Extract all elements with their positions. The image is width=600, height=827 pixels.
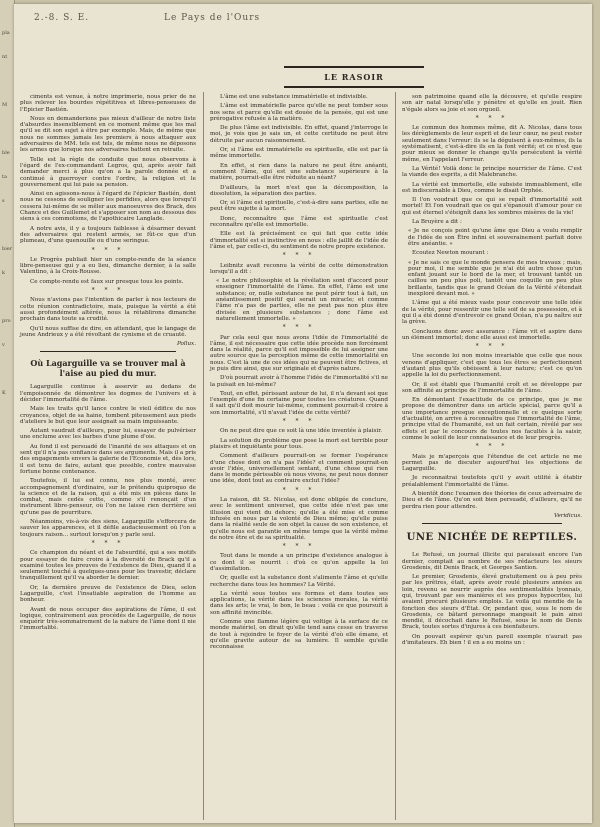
paragraph: Mais les traits qu'il lance contre le vieil édifice de nos croyances, objet de sa haine, tombent piteusement aux pieds d'ateliers le but que leur assignait sa main impuissante. (20, 406, 196, 425)
paragraph: L'âme est immatérielle parce qu'elle ne peut tomber sous nos sens et parce qu'elle est douée de la pensée, qui est une prérogative refusée à la matière. (210, 103, 388, 122)
paragraph: Tout dans le monde a un principe d'existence analogue à ce dont il se nourrit : d'où ce qu'on appelle la loi d'assimilation. (210, 553, 388, 572)
margin-fragment: K (2, 390, 6, 396)
paragraph: Concluons donc avec assurance : l'âme vit et aspire dans un élément immortel; donc elle aussi est immortelle. (402, 328, 582, 341)
horizontal-rule (422, 523, 562, 524)
paragraph: Comme une flamme légère qui voltige à la surface de ce monde matériel, on dirait qu'elle tend sans cesse en traverse de tout à rejoindre le foyer de la vérité d'où elle émane, et qu'elle gravite autour de sa lumière. Il semble qu'elle reconnaisse (210, 619, 388, 651)
paragraph: La vérité sous toutes ses formes et dans toutes ses applications, la vérité dans les sciences morales, la vérité dans les arts; le vrai, le bon, le beau : voilà ce que poursuit à son affinité invincible. (210, 590, 388, 616)
paragraph: ciments est venue, à notre imprimerie, nous prier de ne plus relever les bourdes répétitives et libres-penseuses de l'Epicier Bastién. (20, 94, 196, 113)
section-separator: * * * (282, 252, 316, 260)
margin-fragment: M (2, 102, 8, 108)
paragraph: Ce compte-rendu est faux sur presque tous les points. (30, 278, 184, 285)
paragraph: Il l'on voudrait que ce qui se repaît d'immortalité soit mortel! Et l'on voudrait que ce qui s'épanouit d'amour pour ce qui est éternel s'éteignît dans les sombres misères de la vie! (402, 197, 582, 216)
column-rule (203, 92, 204, 820)
newspaper-page (14, 4, 592, 823)
paragraph: Par cela seul que nous avons l'idée de l'immortalité de l'âme, il est nécessaire que cette idée procède non forcément dans la réalité, parce qu'il est impossible de lui assigner une autre source que la perception même de cette immortalité en nous. C'est là une de ces idées qui ne peuvent être fictives, et je puis dire ainsi, que sur originale et d'après nature. (210, 334, 388, 372)
paragraph: Nous n'avions pas l'intention de parler à nos lecteurs de cette réunion contradictoire, mais, puisque la vérité a été aussi profondément altérée, nous la rétablirons dimanche prochain dans toute sa crudité. (20, 297, 196, 323)
paragraph: D'ailleurs, la mort n'est que la décomposition, la dissolution, la séparation des parties. (210, 184, 388, 197)
paragraph: La Vérité! Voilà donc le principe nourricier de l'âme. C'est la viande des esprits, a dit Malebranche. (402, 165, 582, 179)
paragraph: « Le notre philosophie et la révélation sont d'accord pour enseigner l'immortalité de l'âme. En effet, l'âme est une substance; or, nulle substance ne peut périr tout à fait, un anéantissement positif qui serait un miracle; et comme l'âme n'a pas de parties, elle ne peut pas non plus être divisée en plusieurs substances ; donc l'âme est naturellement immortelle. » (216, 278, 388, 322)
paragraph: Le Refusé, un journal illicite qui paraissait encore l'an dernier, comptait au nombre de ses rédacteurs les sieurs Grosdenis, dit Denis Brack, et Georges Santion. (402, 552, 582, 571)
paragraph: Ce champion du néant et de l'absurdité, qui a ses motifs pour essayer de faire croire à la diversité de Brack qu'il a examiné toutes les preuves de l'existence de Dieu, quand il a seulement touché à quelques-unes pour les travestir, déclare tranquillement qu'il va aborder le dernier. (20, 550, 196, 582)
paragraph: Or, si l'âme est immatérielle ou spirituelle, elle est par là même immortelle. (210, 147, 388, 160)
column-rule (395, 92, 396, 820)
section-separator: * * * (475, 114, 509, 122)
paragraph: On pouvait espérer qu'un pareil exemple n'aurait pas d'imitateurs. Eh bien ! il en a eu moins un : (402, 633, 582, 647)
paragraph: Or, la dernière preuve de l'existence de Dieu, selon Lagarguille, c'est l'insatiable aspiration de l'homme au bonheur. (20, 584, 196, 604)
paragraph: Nous en demanderions pas mieux d'ailleur de notre liste d'absurdes insensiblement en ce moment même que les mal qu'il se dit son sujet à être par exemple. Mais, de même que nous ne sommes jamais les premiers à nous attaquer aux adversaires de MM. tels est tels, de même nous ne déposons les armes que lorsque nos adversaires battent en retraite. (20, 115, 196, 154)
paragraph: Néanmoins, vis-à-vis des siens, Lagarguille s'efforcera de sauver les apparences, et il défile audacieusement où l'on a toujours raison... surtout lorsqu'on y parle seul. (20, 519, 196, 538)
paragraph: L'âme qui a été mieux vaste pour concevoir une telle idée de la vérité, pour ressentir une telle soif de sa possession, et à qui il a été donné d'entrevoir ce grand Océan, n'a pu naître sur la grève. (402, 300, 582, 326)
paragraph: A notre avis, il y a toujours faiblesse à désarmer devant des adversaires qui restent armés, se fût-ce que d'un plumeau, d'une quenouille ou d'une seringue. (20, 225, 196, 245)
margin-fragment: k (2, 270, 6, 276)
paragraph: Une seconde loi non moins invariable que celle que nous venons d'appliquer, c'est que tous les êtres se perfectionnent d'autant plus qu'ils obéissent à leur nature; c'est ce qu'on appelle la loi du perfectionnement. (402, 353, 582, 379)
column-1 (20, 94, 196, 635)
margin-fragment: s (2, 198, 5, 204)
paragraph: Toutefois, il lui est connu, nos plus monté, avec accompagnement d'ordinaire, sur le prétendu quiproquo de la science et de la raison, qui a été mis en pièces dans le combat, mais cedès cette, comme s'il renonçait d'un instrument libre-penseur, où l'on ne laisse rien derrière soi qu'une pas de pourriture. (20, 478, 196, 516)
margin-fragment: bier (2, 246, 13, 252)
paragraph: La vérité est immortelle, elle subsiste immuablement, elle est indiscernable à Dieu, comme le disait Orphée. (402, 181, 582, 194)
section-separator: * * * (91, 246, 125, 254)
horizontal-rule (40, 351, 176, 352)
paragraph: Je reconnaitrai toutefois qu'il y avait utilité à établir préalablement l'immortalité de l'âme. (402, 475, 582, 488)
paragraph: Or, quelle est la substance dont s'alimente l'âme et qu'elle recherche dans tous les hommes? La Vérité. (210, 575, 388, 588)
paragraph: Ainsi en agissons-nous à l'égard de l'épicier Bastién, dont nous ne cessons de souligner les perfidies, alors que lorsqu'il cessera lui-même de se mêler aux manoeuvres des Brack, des Chance et des Guillemet et s'apposer son nom au dessous des siens à ces commotions, de l'apothicaire Langlade. (20, 191, 196, 223)
paragraph: Or, il est établi que l'humanité croît et se développe par son affinité au principe de l'immortalité de l'âme. (402, 381, 582, 394)
margin-fragment: pla (2, 30, 10, 36)
margin-fragment: ta (2, 174, 7, 180)
section-separator: * * * (91, 539, 125, 547)
paragraph: « Je ne conçois point qu'une âme que Dieu a voulu remplir de l'idée de son Être infini et souverainement parfait doive être anéantie. » (408, 228, 582, 247)
paragraph: D'où pourrait avoir à l'homme l'idée de l'immortalité s'il ne la puisait en lui-même? (210, 375, 388, 388)
paragraph: La Bruyère a dit : (412, 219, 462, 226)
paragraph: Autant vaudrait d'ailleurs, pour lui, essayer de pulvériser une enclume avec les barbes d'une plume d'oie. (20, 428, 196, 441)
section-separator: * * * (91, 287, 125, 295)
section-separator: * * * (282, 324, 316, 332)
margin-fragment: pro (2, 318, 11, 324)
paragraph: Le commun des hommes même, dit A. Nicolas, dans tous les dérèglements de leur esprit et de leur cœur, ne peut rester seulement dans l'erreur: ils se la déguisent à eux-mêmes, ils la systématisent, c'est-à-dire ils en la font vérité; et ce n'est que pour mieux se donner le change qu'ils persécutent la vérité même, en l'appelant l'erreur. (402, 125, 582, 163)
section-separator: * * * (282, 418, 316, 426)
paragraph: Leibnitz avait reconnu la vérité de cette démonstration lorsqu'il a dit : (210, 262, 388, 275)
paragraph: Donc, reconnaître que l'âme est spirituelle c'est reconnaître qu'elle est immortelle. (210, 215, 388, 229)
paragraph: De plus l'âme est indivisible. En effet, quand j'interroge le moi, je vois que je sais un, et cette certitude ne peut être détruite par aucun raisonnement. (210, 125, 388, 144)
paragraph: Au fond il est persuadé de l'inanité de ses attaques et on sent qu'il n'a pas confiance dans ses arguments. Mais il a pris des engagements envers la galerie de l'Economie et, dès lors, il est tenu de faire, autant que possible, contre mauvaise fortune bonne contenance. (20, 443, 196, 475)
margin-fragment: nt (2, 54, 8, 60)
paragraph: Lagarguille continue à asservir au dedans de l'empoisonnée de démontrer les dogmes de l'univers et à décider l'immortalité de l'âme. (20, 384, 196, 403)
paragraph: Elle est là précisément ce qui fait que cette idée d'immortalité est si instinctive en nous : elle jaillit de l'idée de l'âme et, par celle-ci, du sentiment de notre propre existence. (210, 231, 388, 250)
margin-fragment: ble (2, 150, 10, 156)
column-3 (402, 94, 582, 649)
section-masthead: LE RASOIR (284, 66, 424, 88)
column-2 (210, 94, 388, 654)
paragraph: Tout, en effet, périssant autour de lui, il n'a devant soi que l'exemple d'une fin certaine pour toutes les créatures. Quand il sait qu'il doit mourir lui-même, comment pourrait-il croire à son immortalité, s'il n'avait l'idée de cette vérité? (210, 390, 388, 416)
paragraph: La raison, dit St. Nicolas, est donc obligée de conclure, avec le sentiment universel, que cette idée n'est pas une illusion qui vient du dehors; qu'elle a été mise et comme infusée en nous par la volonté de Dieu même; qu'elle puise dans la réalité seule de son objet la cause de son existence, et qu'elle nous est garantie en même temps que la vérité même de notre être et de sa spiritualité. (210, 497, 388, 541)
paragraph: Or, si l'âme est spirituelle, c'est-à-dire sans parties, elle ne peut être sujette à la mort. (210, 200, 388, 213)
folio-right: Le Pays de l'Ours (164, 13, 261, 23)
paragraph: « Je ne sais ce que le monde pensera de mes travaux ; mais, pour moi, il me semble que je n'ai été autre chose qu'un enfant jouant sur le bord de la mer, et trouvant tantôt un caillou un peu plus poli, tantôt une coquille un peu plus brillante, tandis que le grand Océan de la Vérité s'étendait inexploré devant moi. » (408, 259, 582, 298)
article-heading: UNE NICHÉE DE REPTILES. (406, 532, 578, 544)
paragraph: L'âme est une substance immatérielle et indivisible. (220, 94, 368, 100)
adjacent-page-edge (0, 0, 15, 827)
paragraph: En effet, si rien dans la nature ne peut être anéanti, comment l'âme, qui est une substance supérieure à la matière, pourrait-elle être réduite au néant? (210, 162, 388, 182)
signature: Veridicus. (553, 512, 582, 519)
section-separator: * * * (475, 443, 509, 451)
paragraph: Avant de nous occuper des aspirations de l'âme, il est logique, contrairement aux procédés de Lagarguille, de nous enquérir très-sommairement de la nature de l'âme dont il nie l'immortalité. (20, 606, 196, 632)
section-separator: * * * (282, 543, 316, 551)
paragraph: Mais je m'aperçois que l'étendue de cet article ne me permet pas de discuter aujourd'hui les objections de Lagarguille. (402, 453, 582, 473)
paragraph: Le premier, Grosdenis, élevé gratuitement ou à peu près par les prêtres, était, après avoir roulé plusieurs années au loin, revenu se nourrir auprès des sentimentalités lyonnais, qui, trouvant par ses manières et ses propos hypocrites, lui avaient procuré plusieurs emplois. Le voilà qui mendie de la fonction des sieurs d'État. Or, pendant que, sous le nom de Grosdenis, ce bâtard personnage mangeait le pain ainsi mendié, il décochait dans le Refusé, sous le nom de Denis Brack, toutes sortes d'injures à ces bienfaiteurs. (402, 574, 582, 631)
section-separator: * * * (475, 343, 509, 351)
paragraph: En démontant l'exactitude de ce principe, que je me propose de démontrer dans un article spécial, parce qu'il a une importance presque exceptionnelle et ce quelque sorte d'actualité, on arrive à reconnaître que l'immortalité de l'âme, principe vital de l'humanité, est un fait certain, révélé par ses effets et par le concours de toutes nos facultés à la saisir, comme le soleil de leur connaissance et de leur progrès. (402, 397, 582, 441)
paragraph: La solution du problème que pose la mort est terrible pour plaisirs et inquiétante pour tous. (210, 437, 388, 450)
paragraph: Qu'il nous suffise de dire, en attendant, que le langage de jeune Andrieux y a été révoltant de cynisme et de cruauté. (20, 325, 196, 338)
paragraph: Telle est la règle de conduite que nous observons à l'égard de l'ex-commandant Legros, qui, après avoir fait demander merci à plus qu'on a la parole donnée et a continué à guerroyer contre l'ordre, la religion et le gouvernement qui lui paie sa pension. (20, 156, 196, 188)
paragraph: son patrimoine quand elle la découvre, et qu'elle respire son air natal lorsqu'elle y pénètre et qu'elle en jouit. Rien n'égale alors sa joie et son orgueil. (402, 94, 582, 113)
paragraph: Le Progrès publiait hier un compte-rendu de la séance libre-penseuse qui y a eu lieu, dimanche dernier, à la salle Valentino, à la Croix-Rousse. (20, 256, 196, 276)
section-separator: * * * (282, 486, 316, 494)
paragraph: A bientôt donc l'examen des théories de ceux adversaire de Dieu et de l'âme. Qu'on soit bien persuadé, d'ailleurs, qu'il ne perdra rien pour attendre. (402, 491, 582, 510)
signature: Pollux. (176, 341, 196, 348)
folio-left: 2.-8. S. E. (34, 13, 90, 23)
paragraph: Comment d'ailleurs pourrait-on se former l'espérance d'une chose dont on n'a pas l'idée? et comment pourrait-on avoir l'idée, universellement sentant, d'une chose qui rien dans le monde périssable où nous vivons, ne peut nous donner une idée, dont tout au contraire exclut l'idée? (210, 453, 388, 485)
paragraph: Ecoutez Newton mourant : (412, 250, 489, 257)
margin-fragment: v (2, 342, 5, 348)
article-heading: Où Lagarguille va se trouver mal à l'aise au pied du mur. (30, 358, 186, 379)
paragraph: On ne peut dire que ce soit là une idée inventée à plaisir. (220, 428, 383, 435)
